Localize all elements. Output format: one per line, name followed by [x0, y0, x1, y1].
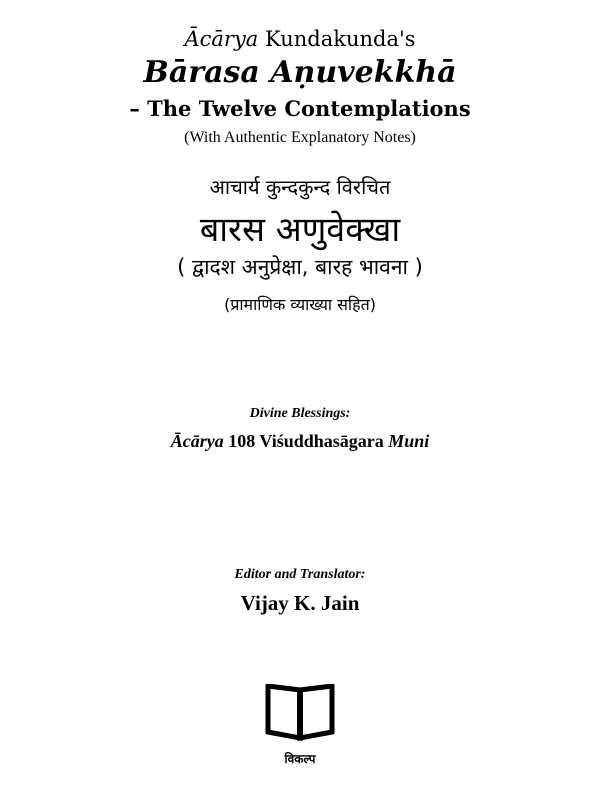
- blessings-line: [0, 431, 600, 452]
- blessings-prefix: Ācārya: [170, 431, 224, 451]
- hindi-title: बारस अणुवेक्खा: [199, 210, 401, 250]
- editor-name: Vijay K. Jain: [240, 591, 360, 615]
- hindi-subtitle: ( द्वादश अनुप्रेक्षा, बारह भावना ): [177, 255, 423, 279]
- book-note: (With Authentic Explanatory Notes): [184, 129, 416, 146]
- publisher-name: विकल्प: [284, 752, 316, 766]
- open-book-icon: [264, 684, 336, 744]
- blessings-suffix: Muni: [388, 431, 430, 451]
- blessings-name: 108 Viśuddhasāgara: [223, 431, 389, 451]
- book-title: Bārasa Aṇuvekkhā: [143, 55, 457, 90]
- author-name: Kundakunda's: [258, 27, 416, 51]
- author-line: [0, 27, 600, 51]
- editor-label: Editor and Translator:: [234, 567, 366, 582]
- book-subtitle: – The Twelve Contemplations: [129, 96, 471, 121]
- author-prefix: Ācārya: [184, 27, 259, 51]
- hindi-author: आचार्य कुन्दकुन्द विरचित: [209, 175, 391, 199]
- blessings-label: Divine Blessings:: [249, 406, 351, 421]
- hindi-note: (प्रामाणिक व्याख्या सहित): [224, 295, 376, 314]
